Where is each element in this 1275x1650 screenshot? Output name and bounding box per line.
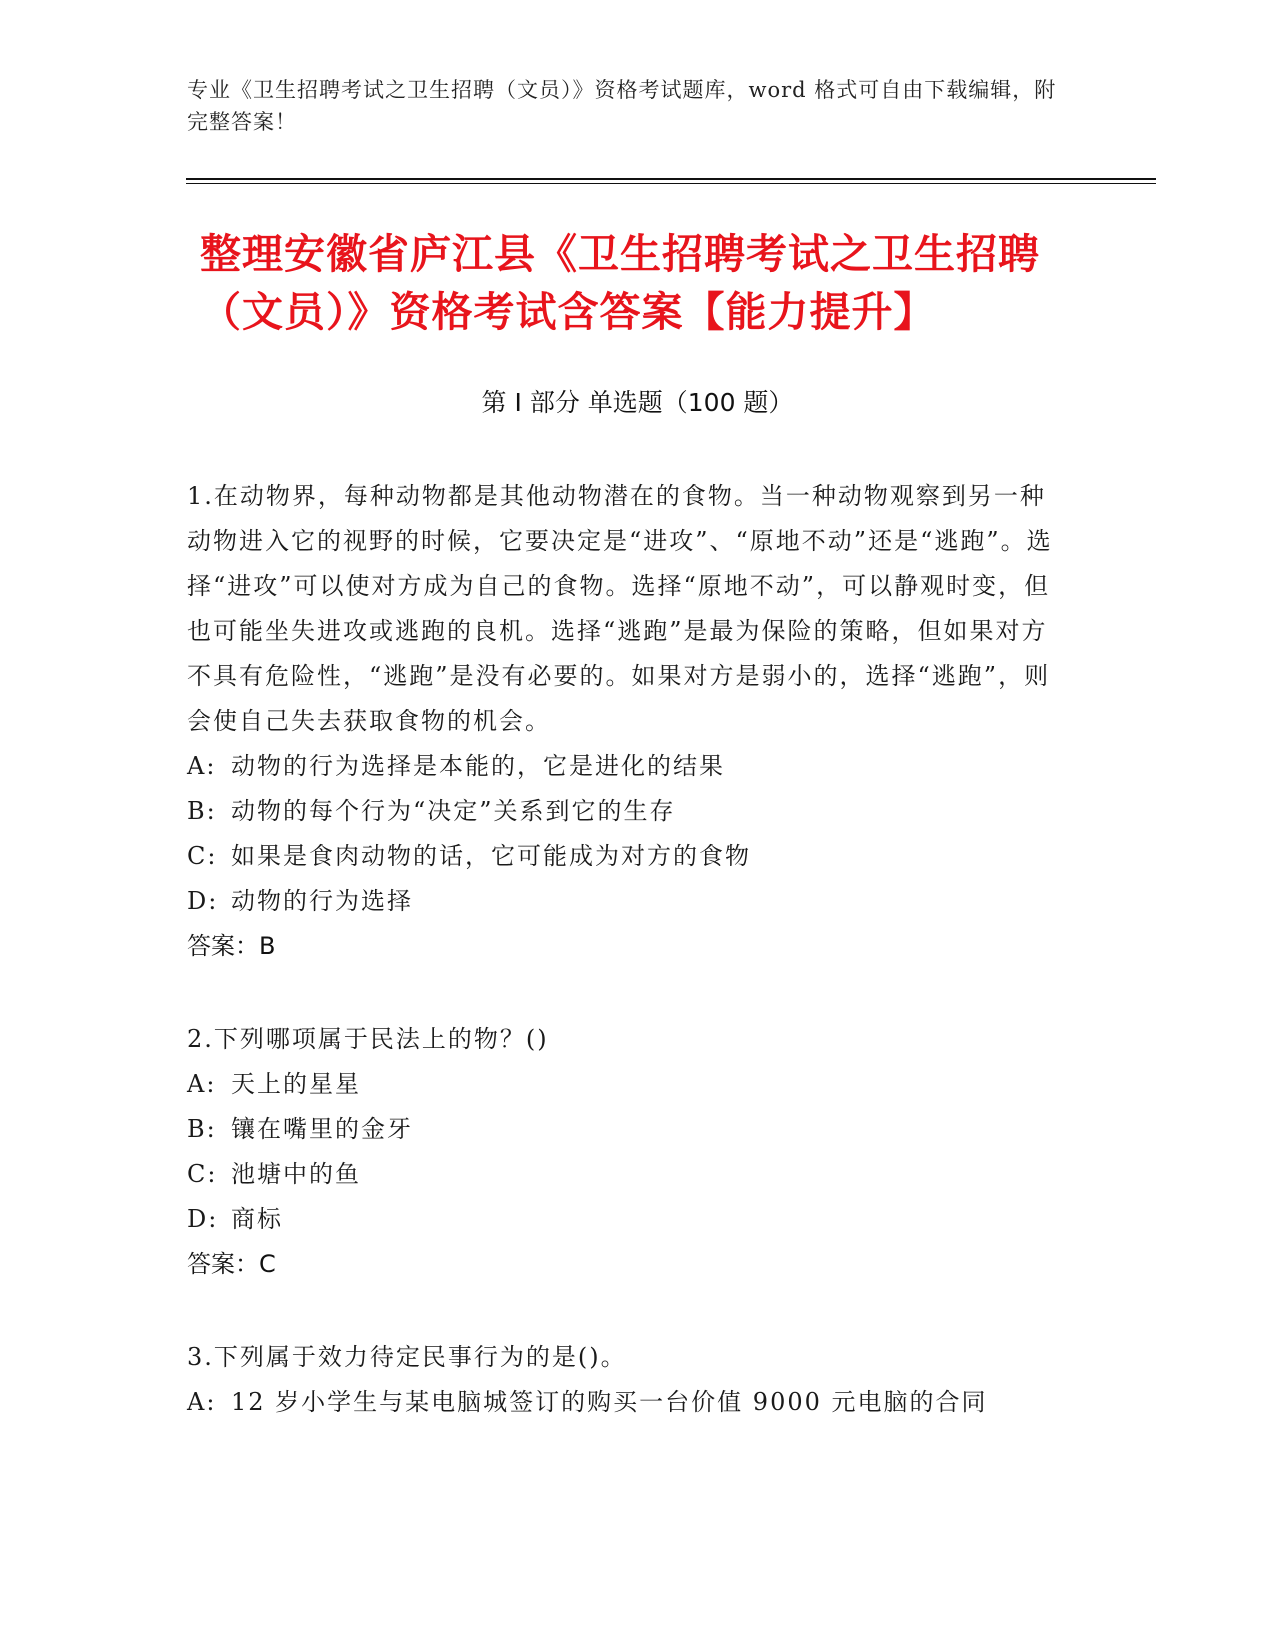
section-title: 第 I 部分 单选题（100 题） [481, 388, 794, 417]
option-key: B: [187, 1115, 217, 1143]
option-d [187, 1197, 1067, 1242]
header-note: 专业《卫生招聘考试之卫生招聘（文员）》资格考试题库，word 格式可自由下载编辑，附完整答案！ [187, 78, 1057, 134]
option-text: 如果是食肉动物的话，它可能成为对方的食物 [231, 842, 751, 870]
question-2 [187, 1017, 1067, 1287]
option-key: C: [187, 842, 218, 870]
option-d [187, 879, 1067, 924]
question-stem: 3.下列属于效力待定民事行为的是()。 [187, 1343, 627, 1371]
option-b [187, 789, 1067, 834]
option-text: 天上的星星 [231, 1070, 361, 1098]
option-a [187, 744, 1067, 789]
option-b [187, 1107, 1067, 1152]
option-key: B: [187, 797, 217, 825]
header-divider [186, 178, 1156, 180]
question-1 [187, 474, 1067, 969]
option-key: C: [187, 1160, 218, 1188]
document-title: 整理安徽省庐江县《卫生招聘考试之卫生招聘（文员）》资格考试含答案【能力提升】 [200, 230, 1040, 336]
option-text: 动物的每个行为“决定”关系到它的生存 [231, 797, 676, 825]
option-c [187, 834, 1067, 879]
option-text: 镶在嘴里的金牙 [231, 1115, 413, 1143]
option-text: 动物的行为选择 [231, 887, 413, 915]
option-text: 12 岁小学生与某电脑城签订的购买一台价值 9000 元电脑的合同 [231, 1388, 988, 1416]
option-key: A: [187, 1070, 217, 1098]
option-key: A: [187, 1388, 217, 1416]
option-key: D: [187, 1205, 219, 1233]
question-stem: 2.下列哪项属于民法上的物？() [187, 1025, 549, 1053]
option-key: A: [187, 752, 217, 780]
option-key: D: [187, 887, 219, 915]
option-text: 池塘中的鱼 [231, 1160, 361, 1188]
header-divider-thin [186, 183, 1156, 184]
answer-line: 答案：C [187, 1250, 276, 1278]
option-a [187, 1062, 1067, 1107]
option-a [187, 1380, 1067, 1425]
option-text: 商标 [231, 1205, 283, 1233]
question-stem: 1.在动物界，每种动物都是其他动物潜在的食物。当一种动物观察到另一种动物进入它的视野的时候，它要决定是“进攻”、“原地不动”还是“逃跑”。选择“进攻”可以使对方成为自己的食物。选择“原地不动”，可以静观时变，但也可能坐失进攻或逃跑的良机。选择“逃跑”是最为保险的策略，但如果对方不具有危险性，“逃跑”是没有必要的。如果对方是弱小的，选择“逃跑”，则会使自己失去获取食物的机会。 [187, 482, 1053, 735]
option-text: 动物的行为选择是本能的，它是进化的结果 [231, 752, 725, 780]
answer-line: 答案：B [187, 932, 276, 960]
option-c [187, 1152, 1067, 1197]
question-list [187, 474, 1067, 1473]
question-3 [187, 1335, 1067, 1425]
